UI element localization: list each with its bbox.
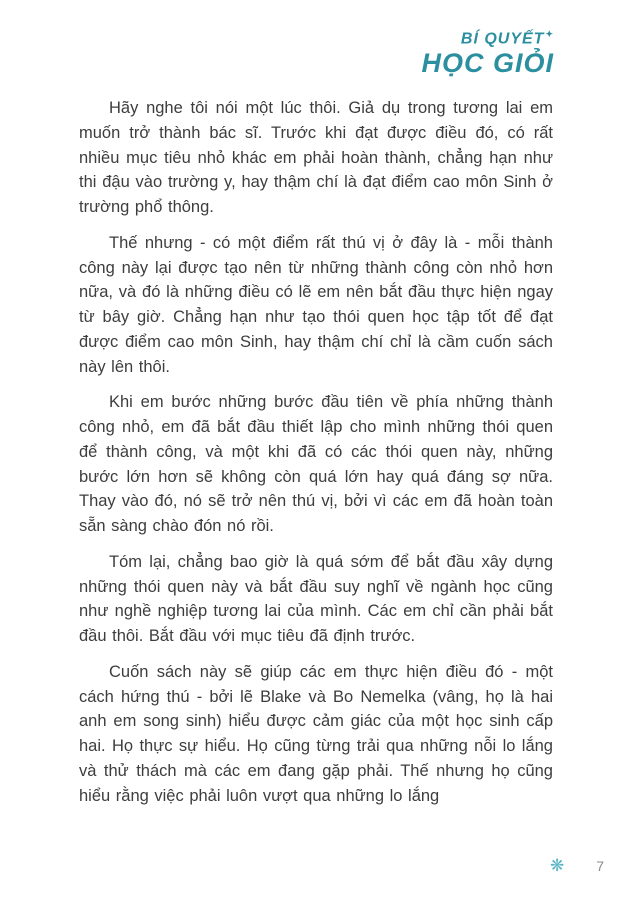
logo-title-small: [421, 30, 554, 48]
sparkle-icon: ✦: [545, 29, 554, 39]
paragraph-2: Thế nhưng - có một điểm rất thú vị ở đây là - mỗi thành công này lại được tạo nên từ những thành công còn nhỏ hơn nữa, và đó là những điều có lẽ em nên bắt đầu thực hiện ngay từ bây giờ. Chẳng hạn như tạo thói quen học tập tốt để đạt được điểm cao môn Sinh, hay thậm chí chỉ là cầm cuốn sách này lên thôi.: [79, 233, 553, 376]
snowflake-icon: ❋: [549, 856, 565, 875]
paragraph-5: Cuốn sách này sẽ giúp các em thực hiện điều đó - một cách hứng thú - bởi lẽ Blake và Bo Nemelka (vâng, họ là hai anh em song sinh) hiểu được cảm giác của một học sinh cấp hai. Họ thực sự hiểu. Họ cũng từng trải qua những nỗi lo lắng và thử thách mà các em đang gặp phải. Thế nhưng họ cũng hiểu rằng việc phải luôn vượt qua những lo lắng: [79, 662, 553, 805]
logo-title-small-text: BÍ QUYẾT: [460, 30, 545, 48]
logo-title-large: HỌC GIỎI: [421, 48, 554, 79]
body-text: [79, 96, 553, 819]
paragraph-4: Tóm lại, chẳng bao giờ là quá sớm để bắt đầu xây dựng những thói quen này và bắt đầu suy nghĩ về ngành học cũng như nghề nghiệp tương lai của mình. Các em chỉ cần phải bắt đầu thôi. Bắt đầu với mục tiêu đã định trước.: [79, 552, 553, 645]
paragraph-3: Khi em bước những bước đầu tiên về phía những thành công nhỏ, em đã bắt đầu thiết lập cho mình những thói quen để thành công, và một khi đã có các thói quen này, những bước lớn hơn sẽ không còn quá lớn hay quá đáng sợ nữa. Thay vào đó, nó sẽ trở nên thú vị, bởi vì các em đã hoàn toàn sẵn sàng chào đón nó rồi.: [79, 393, 553, 535]
book-logo: [421, 30, 554, 77]
paragraph-1: Hãy nghe tôi nói một lúc thôi. Giả dụ trong tương lai em muốn trở thành bác sĩ. Trước khi đạt được điều đó, có rất nhiều mục tiêu nhỏ khác em phải hoàn thành, chẳng hạn như thi đậu vào trường y, hay thậm chí là đạt điểm cao môn Sinh ở trường phổ thông.: [79, 99, 553, 216]
page-footer: [550, 857, 604, 874]
page-number: 7: [596, 857, 604, 874]
